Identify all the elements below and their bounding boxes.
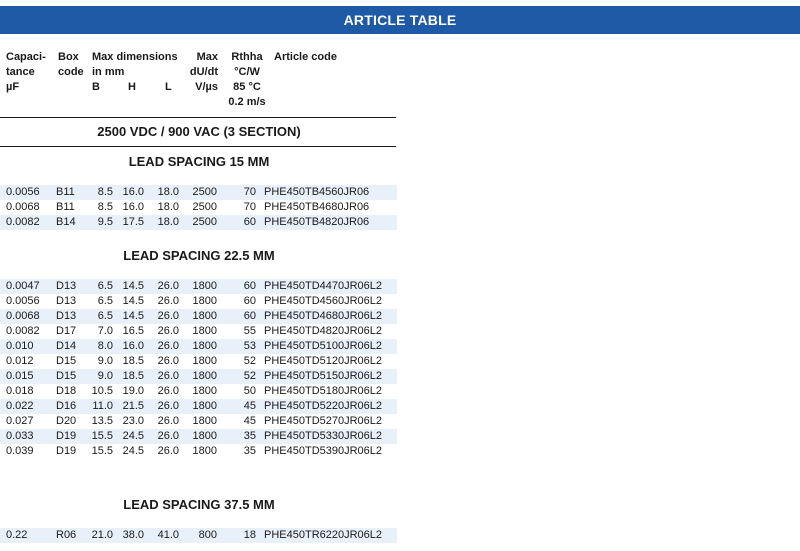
cell-rthha: 70 xyxy=(243,186,256,198)
table-row xyxy=(0,324,397,339)
cell-dim-b: 15.5 xyxy=(91,430,113,442)
cell-capacitance: 0.012 xyxy=(6,355,34,367)
cell-dim-h: 17.5 xyxy=(122,216,144,228)
cell-dim-l: 26.0 xyxy=(157,295,179,307)
cell-dim-h: 16.5 xyxy=(122,325,144,337)
cell-dudt: 1800 xyxy=(192,355,217,367)
cell-rthha: 52 xyxy=(243,370,256,382)
cell-dudt: 1800 xyxy=(192,310,217,322)
cell-box-code: B11 xyxy=(56,201,75,213)
cell-article-code: PHE450TR6220JR06L2 xyxy=(264,529,383,541)
cell-dim-h: 24.5 xyxy=(122,445,144,457)
cell-dim-b: 7.0 xyxy=(97,325,113,337)
cell-box-code: D20 xyxy=(56,415,77,427)
table-row xyxy=(0,185,397,200)
cell-dim-h: 14.5 xyxy=(122,295,144,307)
cell-dim-l: 26.0 xyxy=(157,385,179,397)
cell-box-code: D19 xyxy=(56,430,77,442)
header-capacitance: Capaci- tance µF xyxy=(6,51,46,93)
table-row xyxy=(0,200,397,215)
table-row xyxy=(0,294,397,309)
voltage-title: 2500 VDC / 900 VAC (3 SECTION) xyxy=(97,124,301,139)
cell-dim-b: 6.5 xyxy=(97,280,113,292)
cell-capacitance: 0.0056 xyxy=(6,186,40,198)
table-15mm xyxy=(0,185,397,230)
cell-article-code: PHE450TD4820JR06L2 xyxy=(264,325,383,337)
table-37-5mm xyxy=(0,528,397,543)
cell-dim-b: 9.0 xyxy=(97,355,113,367)
table-row xyxy=(0,215,397,230)
cell-dim-l: 18.0 xyxy=(157,201,179,213)
cell-dudt: 2500 xyxy=(192,201,217,213)
cell-rthha: 60 xyxy=(243,310,256,322)
cell-capacitance: 0.0047 xyxy=(6,280,40,292)
header-max-dimensions: Max dimensions in mm xyxy=(92,51,178,78)
cell-dim-b: 8.5 xyxy=(97,201,113,213)
cell-dudt: 1800 xyxy=(192,430,217,442)
cell-dim-h: 18.5 xyxy=(122,355,144,367)
cell-dim-h: 16.0 xyxy=(122,201,144,213)
cell-dim-h: 21.5 xyxy=(122,400,144,412)
cell-dim-l: 26.0 xyxy=(157,355,179,367)
table-row xyxy=(0,369,397,384)
cell-rthha: 52 xyxy=(243,355,256,367)
cell-rthha: 45 xyxy=(243,415,256,427)
cell-capacitance: 0.22 xyxy=(6,529,28,541)
header-divider xyxy=(0,117,396,118)
cell-article-code: PHE450TD4560JR06L2 xyxy=(264,295,383,307)
cell-dim-b: 8.0 xyxy=(97,340,113,352)
cell-article-code: PHE450TD5270JR06L2 xyxy=(264,415,383,427)
cell-rthha: 50 xyxy=(243,385,256,397)
cell-dudt: 1800 xyxy=(192,385,217,397)
cell-dim-l: 26.0 xyxy=(157,340,179,352)
cell-capacitance: 0.015 xyxy=(6,370,34,382)
cell-box-code: R06 xyxy=(56,529,77,541)
header-rthha: Rthha °C/W 85 °C 0.2 m/s xyxy=(228,51,266,108)
cell-dim-b: 8.5 xyxy=(97,186,113,198)
cell-article-code: PHE450TD5150JR06L2 xyxy=(264,370,383,382)
cell-dim-b: 6.5 xyxy=(97,310,113,322)
cell-dudt: 1800 xyxy=(192,370,217,382)
cell-box-code: D15 xyxy=(56,355,77,367)
cell-dim-l: 18.0 xyxy=(157,216,179,228)
cell-dim-b: 6.5 xyxy=(97,295,113,307)
cell-capacitance: 0.0082 xyxy=(6,325,40,337)
cell-rthha: 55 xyxy=(243,325,256,337)
cell-dim-l: 26.0 xyxy=(157,415,179,427)
cell-article-code: PHE450TD5330JR06L2 xyxy=(264,430,383,442)
cell-dim-l: 26.0 xyxy=(157,310,179,322)
banner-title: ARTICLE TABLE xyxy=(343,12,457,28)
table-row xyxy=(0,414,397,429)
cell-dim-h: 19.0 xyxy=(122,385,144,397)
cell-box-code: D13 xyxy=(56,310,77,322)
table-row xyxy=(0,309,397,324)
cell-capacitance: 0.0068 xyxy=(6,310,40,322)
cell-dudt: 800 xyxy=(198,529,217,541)
cell-rthha: 18 xyxy=(243,529,256,541)
cell-dim-l: 26.0 xyxy=(157,400,179,412)
cell-capacitance: 0.018 xyxy=(6,385,34,397)
cell-rthha: 35 xyxy=(243,430,256,442)
cell-dudt: 1800 xyxy=(192,445,217,457)
cell-dim-b: 10.5 xyxy=(91,385,113,397)
cell-rthha: 45 xyxy=(243,400,256,412)
cell-dim-l: 26.0 xyxy=(157,325,179,337)
cell-article-code: PHE450TD5220JR06L2 xyxy=(264,400,383,412)
cell-box-code: B14 xyxy=(56,216,76,228)
cell-box-code: D17 xyxy=(56,325,77,337)
cell-article-code: PHE450TD5390JR06L2 xyxy=(264,445,383,457)
cell-dim-h: 18.5 xyxy=(122,370,144,382)
cell-article-code: PHE450TB4820JR06 xyxy=(264,216,370,228)
cell-dim-l: 26.0 xyxy=(157,280,179,292)
cell-dim-h: 14.5 xyxy=(122,280,144,292)
cell-dim-h: 16.0 xyxy=(122,186,144,198)
cell-dim-b: 9.5 xyxy=(97,216,113,228)
cell-dudt: 2500 xyxy=(192,216,217,228)
cell-dudt: 1800 xyxy=(192,295,217,307)
table-row xyxy=(0,429,397,444)
cell-rthha: 60 xyxy=(243,295,256,307)
cell-dudt: 1800 xyxy=(192,325,217,337)
cell-dim-b: 13.5 xyxy=(91,415,113,427)
table-row xyxy=(0,528,397,543)
cell-dim-h: 24.5 xyxy=(122,430,144,442)
cell-rthha: 35 xyxy=(243,445,256,457)
cell-dim-h: 16.0 xyxy=(122,340,144,352)
cell-rthha: 60 xyxy=(243,280,256,292)
cell-article-code: PHE450TD4470JR06L2 xyxy=(264,280,383,292)
cell-dim-l: 26.0 xyxy=(157,445,179,457)
cell-article-code: PHE450TB4560JR06 xyxy=(264,186,370,198)
article-table-banner xyxy=(0,6,800,34)
cell-rthha: 60 xyxy=(243,216,256,228)
cell-dudt: 1800 xyxy=(192,280,217,292)
cell-dudt: 2500 xyxy=(192,186,217,198)
table-row xyxy=(0,279,397,294)
cell-box-code: D18 xyxy=(56,385,77,397)
cell-rthha: 70 xyxy=(243,201,256,213)
cell-dim-l: 26.0 xyxy=(157,370,179,382)
cell-dim-b: 21.0 xyxy=(91,529,113,541)
table-row xyxy=(0,354,397,369)
cell-capacitance: 0.010 xyxy=(6,340,34,352)
cell-capacitance: 0.027 xyxy=(6,415,34,427)
header-article-code: Article code xyxy=(274,51,337,63)
section-title-37-5mm: LEAD SPACING 37.5 MM xyxy=(123,497,275,512)
header-max-dudt: Max dU/dt V/µs xyxy=(189,51,218,93)
cell-dim-l: 26.0 xyxy=(157,430,179,442)
table-row xyxy=(0,339,397,354)
cell-dim-h: 23.0 xyxy=(122,415,144,427)
cell-box-code: D13 xyxy=(56,295,77,307)
cell-box-code: D14 xyxy=(56,340,77,352)
cell-dim-l: 18.0 xyxy=(157,186,179,198)
table-22-5mm xyxy=(0,279,397,459)
cell-box-code: D15 xyxy=(56,370,77,382)
cell-dim-b: 9.0 xyxy=(97,370,113,382)
table-row xyxy=(0,399,397,414)
cell-dudt: 1800 xyxy=(192,400,217,412)
cell-capacitance: 0.033 xyxy=(6,430,34,442)
header-dim-l: L xyxy=(165,81,172,93)
cell-capacitance: 0.0056 xyxy=(6,295,40,307)
cell-article-code: PHE450TB4680JR06 xyxy=(264,201,370,213)
cell-capacitance: 0.039 xyxy=(6,445,34,457)
cell-article-code: PHE450TD5180JR06L2 xyxy=(264,385,383,397)
header-dim-b: B xyxy=(92,81,100,93)
cell-box-code: D16 xyxy=(56,400,77,412)
cell-dim-b: 15.5 xyxy=(91,445,113,457)
cell-box-code: D13 xyxy=(56,280,77,292)
cell-capacitance: 0.0068 xyxy=(6,201,40,213)
table-row xyxy=(0,444,397,459)
header-dim-h: H xyxy=(128,81,136,93)
cell-dim-h: 14.5 xyxy=(122,310,144,322)
cell-dim-b: 11.0 xyxy=(92,400,113,412)
cell-dim-h: 38.0 xyxy=(122,529,144,541)
cell-box-code: D19 xyxy=(56,445,77,457)
cell-article-code: PHE450TD4680JR06L2 xyxy=(264,310,383,322)
cell-capacitance: 0.022 xyxy=(6,400,34,412)
voltage-divider xyxy=(0,146,396,147)
cell-article-code: PHE450TD5100JR06L2 xyxy=(264,340,383,352)
cell-article-code: PHE450TD5120JR06L2 xyxy=(264,355,383,367)
table-row xyxy=(0,384,397,399)
cell-dudt: 1800 xyxy=(192,340,217,352)
cell-box-code: B11 xyxy=(56,186,75,198)
cell-rthha: 53 xyxy=(243,340,256,352)
cell-dim-l: 41.0 xyxy=(157,529,179,541)
header-box-code: Box code xyxy=(58,51,84,78)
section-title-22-5mm: LEAD SPACING 22.5 MM xyxy=(123,248,275,263)
cell-capacitance: 0.0082 xyxy=(6,216,40,228)
section-title-15mm: LEAD SPACING 15 MM xyxy=(128,154,270,169)
cell-dudt: 1800 xyxy=(192,415,217,427)
